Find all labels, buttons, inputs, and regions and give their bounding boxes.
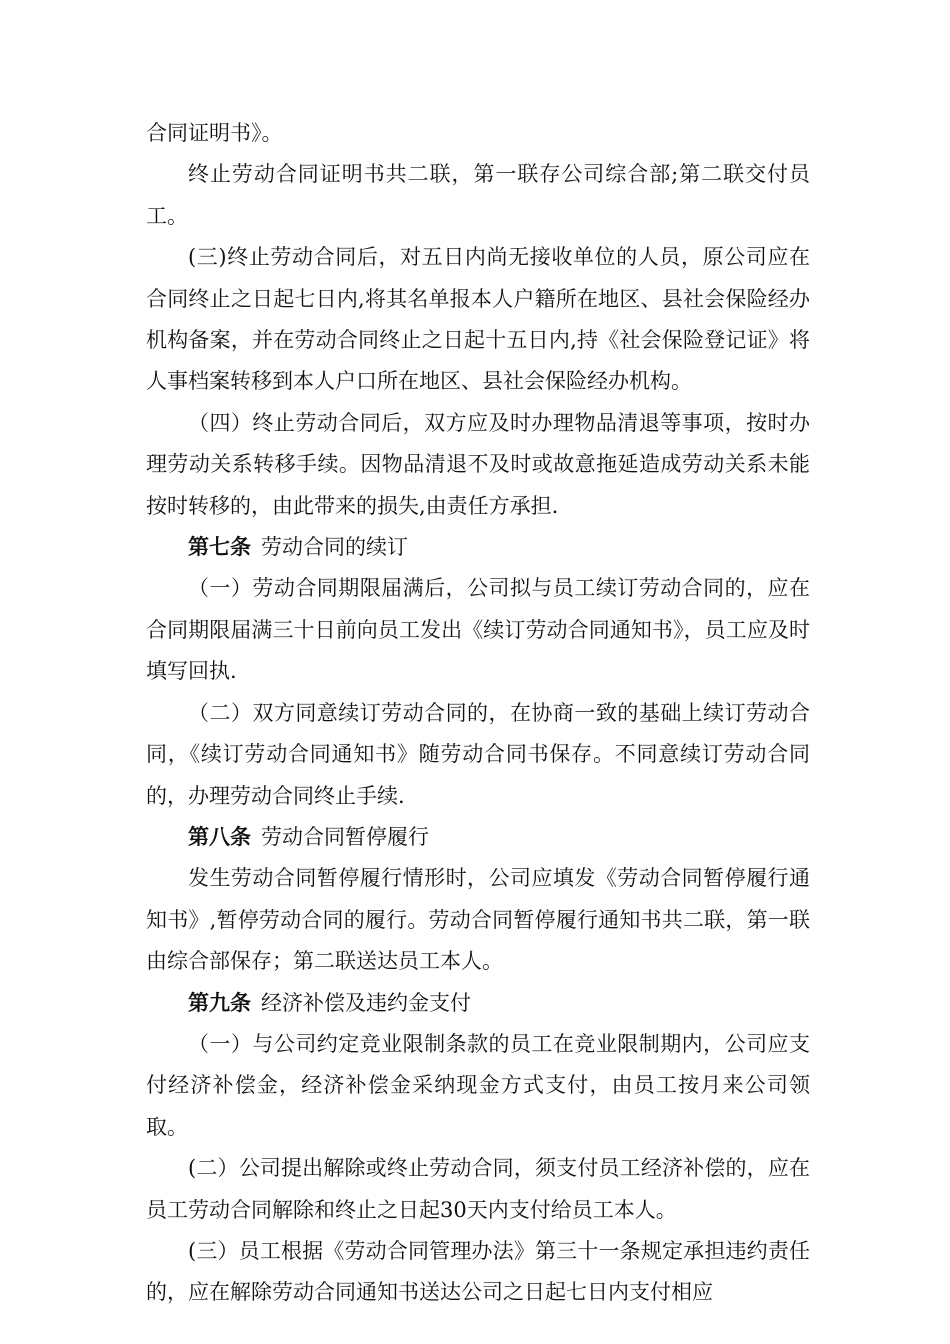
paragraph: (三）员工根据《劳动合同管理办法》第三十一条规定承担违约责任的，应在解除劳动合同通知书送达公司之日起七日内支付相应 bbox=[146, 1238, 810, 1305]
paragraph: 终止劳动合同证明书共二联，第一联存公司综合部;第二联交付员工。 bbox=[146, 162, 810, 228]
article-heading bbox=[146, 527, 810, 568]
paragraph: （一）与公司约定竞业限制条款的员工在竞业限制期内，公司应支付经济补偿金，经济补偿金采纳现金方式支付，由员工按月来公司领取。 bbox=[146, 1031, 810, 1139]
article-title: 劳动合同暂停履行 bbox=[261, 824, 429, 849]
article-heading bbox=[146, 817, 810, 858]
paragraph: 合同证明书》。 bbox=[146, 121, 283, 145]
document-body bbox=[146, 113, 810, 1314]
article-number: 第九条 bbox=[188, 990, 251, 1015]
paragraph: (二）公司提出解除或终止劳动合同，须支付员工经济补偿的，应在员工劳动合同解除和终止之日起30天内支付给员工本人。 bbox=[146, 1156, 810, 1222]
article-title: 劳动合同的续订 bbox=[261, 535, 408, 560]
article-number: 第七条 bbox=[188, 535, 251, 560]
article-title: 经济补偿及违约金支付 bbox=[261, 990, 471, 1015]
paragraph: （四）终止劳动合同后，双方应及时办理物品清退等事项，按时办理劳动关系转移手续。因物品清退不及时或故意拖延造成劳动关系未能按时转移的，由此带来的损失,由责任方承担. bbox=[146, 410, 810, 518]
paragraph: （二）双方同意续订劳动合同的，在协商一致的基础上续订劳动合同，《续订劳动合同通知书》随劳动合同书保存。不同意续订劳动合同的，办理劳动合同终止手续. bbox=[146, 700, 810, 808]
paragraph: 发生劳动合同暂停履行情形时，公司应填发《劳动合同暂停履行通知书》,暂停劳动合同的履行。劳动合同暂停履行通知书共二联，第一联由综合部保存；第二联送达员工本人。 bbox=[146, 866, 810, 974]
article-number: 第八条 bbox=[188, 824, 251, 849]
paragraph: （一）劳动合同期限届满后，公司拟与员工续订劳动合同的，应在合同期限届满三十日前向员工发出《续订劳动合同通知书》，员工应及时填写回执. bbox=[146, 576, 810, 684]
article-heading bbox=[146, 983, 810, 1024]
paragraph: (三)终止劳动合同后，对五日内尚无接收单位的人员，原公司应在合同终止之日起七日内,将其名单报本人户籍所在地区、县社会保险经办机构备案，并在劳动合同终止之日起十五日内,持《社会保险登记证》将人事档案转移到本人户口所在地区、县社会保险经办机构。 bbox=[146, 245, 810, 394]
